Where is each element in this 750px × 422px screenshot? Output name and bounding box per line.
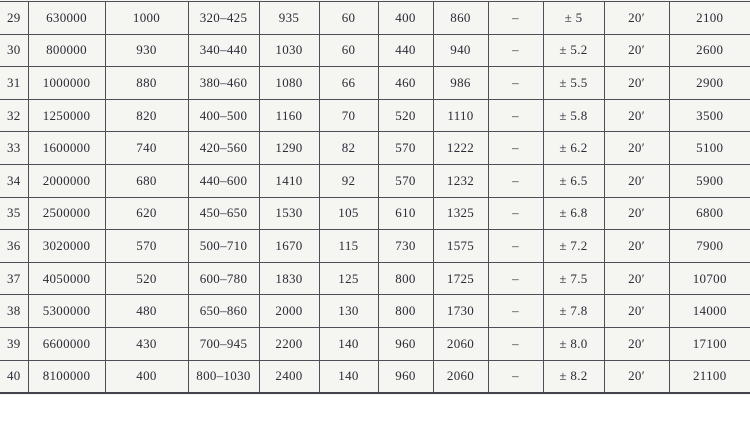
table-cell: 860	[433, 2, 488, 35]
table-cell: 730	[378, 230, 433, 263]
table-cell: 1000000	[28, 67, 105, 100]
page-margin-bottom	[0, 395, 750, 422]
row-number-cell: 38	[0, 295, 28, 328]
table-row	[0, 230, 750, 263]
table-row	[0, 360, 750, 393]
table-cell: 520	[105, 262, 188, 295]
table-cell: 82	[319, 132, 378, 165]
table-cell: 570	[105, 230, 188, 263]
table-row	[0, 67, 750, 100]
table-cell: 17100	[669, 327, 750, 360]
table-cell: 20′	[604, 132, 669, 165]
table-cell: 2060	[433, 360, 488, 393]
table-cell: 6600000	[28, 327, 105, 360]
table-row	[0, 295, 750, 328]
table-cell: 20′	[604, 262, 669, 295]
table-cell: –	[488, 164, 543, 197]
table-cell: 380–460	[188, 67, 259, 100]
table-cell: 1730	[433, 295, 488, 328]
table-cell: 1110	[433, 99, 488, 132]
table-cell: 2200	[259, 327, 319, 360]
table-cell: –	[488, 295, 543, 328]
table-cell: 1530	[259, 197, 319, 230]
table-cell: 1830	[259, 262, 319, 295]
table-cell: 480	[105, 295, 188, 328]
table-cell: 460	[378, 67, 433, 100]
row-number-cell: 33	[0, 132, 28, 165]
table-cell: 20′	[604, 2, 669, 35]
table-cell: 800–1030	[188, 360, 259, 393]
table-cell: 740	[105, 132, 188, 165]
table-cell: 20′	[604, 230, 669, 263]
row-number-cell: 30	[0, 34, 28, 67]
table-cell: ± 7.8	[543, 295, 604, 328]
table-cell: –	[488, 327, 543, 360]
table-cell: 400	[378, 2, 433, 35]
row-number-cell: 40	[0, 360, 28, 393]
data-table	[0, 1, 750, 394]
table-cell: 6800	[669, 197, 750, 230]
table-cell: 70	[319, 99, 378, 132]
table-cell: –	[488, 2, 543, 35]
table-cell: 130	[319, 295, 378, 328]
table-cell: 420–560	[188, 132, 259, 165]
table-cell: 1290	[259, 132, 319, 165]
table-cell: 1232	[433, 164, 488, 197]
table-row	[0, 197, 750, 230]
table-row	[0, 327, 750, 360]
table-cell: –	[488, 99, 543, 132]
table-cell: 500–710	[188, 230, 259, 263]
table-row	[0, 262, 750, 295]
table-cell: 20′	[604, 327, 669, 360]
table-cell: 630000	[28, 2, 105, 35]
table-cell: 1000	[105, 2, 188, 35]
table-cell: –	[488, 132, 543, 165]
table-cell: 986	[433, 67, 488, 100]
table-cell: ± 6.8	[543, 197, 604, 230]
table-cell: 20′	[604, 99, 669, 132]
table-cell: 2900	[669, 67, 750, 100]
table-cell: 320–425	[188, 2, 259, 35]
row-number-cell: 31	[0, 67, 28, 100]
table-row	[0, 2, 750, 35]
table-cell: 520	[378, 99, 433, 132]
table-cell: ± 6.5	[543, 164, 604, 197]
table-cell: 880	[105, 67, 188, 100]
table-cell: 700–945	[188, 327, 259, 360]
table-cell: 3020000	[28, 230, 105, 263]
table-cell: 2100	[669, 2, 750, 35]
table-cell: 650–860	[188, 295, 259, 328]
table-cell: 1222	[433, 132, 488, 165]
table-cell: 2000000	[28, 164, 105, 197]
table-row	[0, 34, 750, 67]
table-cell: 610	[378, 197, 433, 230]
table-cell: 2400	[259, 360, 319, 393]
table-cell: 1410	[259, 164, 319, 197]
table-cell: –	[488, 34, 543, 67]
table-cell: 60	[319, 34, 378, 67]
table-cell: 1160	[259, 99, 319, 132]
table-cell: ± 7.5	[543, 262, 604, 295]
table-cell: 5300000	[28, 295, 105, 328]
table-cell: 105	[319, 197, 378, 230]
table-cell: 430	[105, 327, 188, 360]
table-cell: 800	[378, 262, 433, 295]
table-cell: 800000	[28, 34, 105, 67]
row-number-cell: 34	[0, 164, 28, 197]
table-cell: 1725	[433, 262, 488, 295]
table-cell: 820	[105, 99, 188, 132]
table-cell: 8100000	[28, 360, 105, 393]
table-cell: 680	[105, 164, 188, 197]
table-row	[0, 132, 750, 165]
row-number-cell: 39	[0, 327, 28, 360]
table-cell: 440	[378, 34, 433, 67]
table-cell: –	[488, 262, 543, 295]
table-cell: 960	[378, 360, 433, 393]
table-cell: 140	[319, 360, 378, 393]
table-cell: 140	[319, 327, 378, 360]
table-cell: 20′	[604, 295, 669, 328]
table-cell: ± 6.2	[543, 132, 604, 165]
row-number-cell: 37	[0, 262, 28, 295]
table-cell: 340–440	[188, 34, 259, 67]
table-cell: 14000	[669, 295, 750, 328]
table-cell: 60	[319, 2, 378, 35]
table-cell: 935	[259, 2, 319, 35]
table-cell: 570	[378, 164, 433, 197]
table-cell: 92	[319, 164, 378, 197]
table-cell: 5900	[669, 164, 750, 197]
table-cell: 10700	[669, 262, 750, 295]
table-cell: ± 5.8	[543, 99, 604, 132]
table-cell: 450–650	[188, 197, 259, 230]
table-cell: 1030	[259, 34, 319, 67]
table-cell: ± 5	[543, 2, 604, 35]
table-cell: ± 5.2	[543, 34, 604, 67]
table-cell: ± 5.5	[543, 67, 604, 100]
table-cell: 4050000	[28, 262, 105, 295]
table-cell: 2060	[433, 327, 488, 360]
row-number-cell: 35	[0, 197, 28, 230]
table-cell: 1080	[259, 67, 319, 100]
table-cell: 20′	[604, 34, 669, 67]
table-cell: –	[488, 230, 543, 263]
table-cell: 20′	[604, 197, 669, 230]
table-row	[0, 164, 750, 197]
table-cell: 2600	[669, 34, 750, 67]
table-body	[0, 2, 750, 394]
row-number-cell: 36	[0, 230, 28, 263]
table-cell: 2500000	[28, 197, 105, 230]
table-cell: 1670	[259, 230, 319, 263]
table-cell: 115	[319, 230, 378, 263]
table-cell: 20′	[604, 164, 669, 197]
row-number-cell: 29	[0, 2, 28, 35]
table-cell: 2000	[259, 295, 319, 328]
table-cell: 21100	[669, 360, 750, 393]
table-cell: –	[488, 197, 543, 230]
table-cell: 570	[378, 132, 433, 165]
table-cell: ± 8.0	[543, 327, 604, 360]
table-row	[0, 99, 750, 132]
table-cell: 620	[105, 197, 188, 230]
table-cell: 800	[378, 295, 433, 328]
table-cell: 125	[319, 262, 378, 295]
table-cell: 440–600	[188, 164, 259, 197]
table-cell: 930	[105, 34, 188, 67]
table-cell: 20′	[604, 360, 669, 393]
table-cell: 1250000	[28, 99, 105, 132]
table-cell: 1600000	[28, 132, 105, 165]
table-cell: 960	[378, 327, 433, 360]
row-number-cell: 32	[0, 99, 28, 132]
table-cell: ± 7.2	[543, 230, 604, 263]
table-cell: 1325	[433, 197, 488, 230]
table-cell: 66	[319, 67, 378, 100]
table-cell: ± 8.2	[543, 360, 604, 393]
table-cell: –	[488, 67, 543, 100]
table-cell: 20′	[604, 67, 669, 100]
table-cell: 940	[433, 34, 488, 67]
table-cell: 3500	[669, 99, 750, 132]
table-cell: 400–500	[188, 99, 259, 132]
table-cell: 5100	[669, 132, 750, 165]
table-cell: 600–780	[188, 262, 259, 295]
table-cell: 400	[105, 360, 188, 393]
table-cell: 1575	[433, 230, 488, 263]
table-cell: –	[488, 360, 543, 393]
table-cell: 7900	[669, 230, 750, 263]
